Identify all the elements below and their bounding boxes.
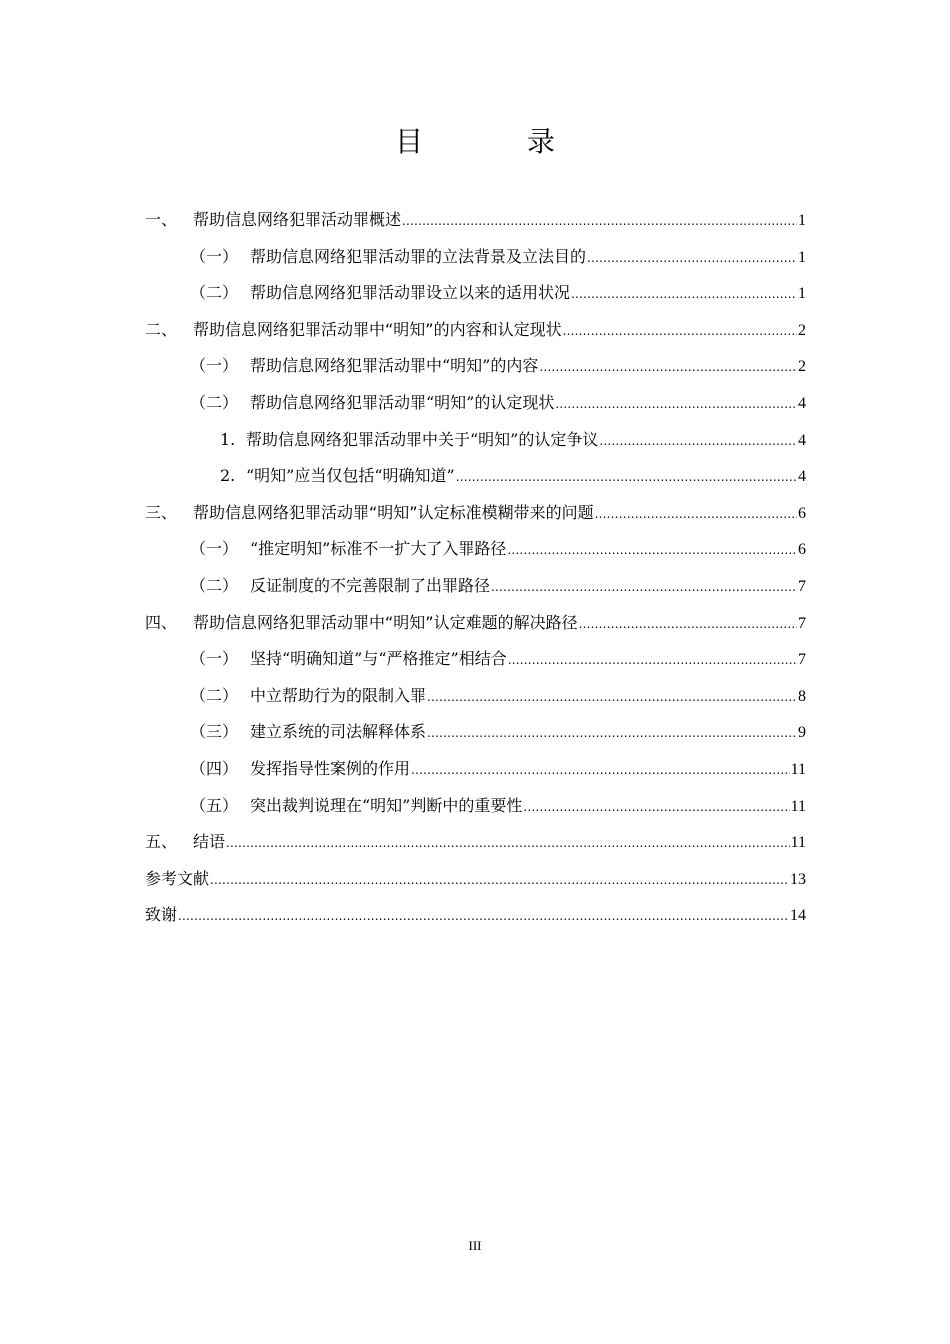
toc-entry-number: 五、	[145, 832, 178, 852]
toc-entry-page: 13	[790, 870, 806, 888]
dot-leader	[210, 862, 789, 899]
toc-entry[interactable]	[145, 348, 806, 385]
toc-entry-page: 8	[798, 687, 806, 705]
dot-leader	[411, 752, 790, 789]
dot-leader	[595, 496, 797, 533]
dot-leader	[226, 825, 790, 862]
toc-entry[interactable]	[145, 458, 806, 495]
toc-entry-page: 11	[790, 834, 806, 852]
toc-entry[interactable]	[145, 751, 806, 788]
toc-entry[interactable]	[145, 605, 806, 642]
toc-entry-label: 帮助信息网络犯罪活动罪设立以来的适用状况	[250, 283, 571, 303]
toc-entry[interactable]	[145, 897, 806, 934]
toc-entry-page: 4	[798, 394, 806, 412]
toc-entry[interactable]	[145, 202, 806, 239]
toc-entry-page: 1	[798, 285, 806, 303]
dot-leader	[571, 276, 797, 313]
toc-entry-number: 1.	[220, 429, 236, 449]
toc-entry-page: 7	[798, 651, 806, 669]
toc-entry-number: （一）	[190, 356, 239, 376]
dot-leader	[523, 789, 789, 826]
dot-leader	[555, 386, 797, 423]
toc-entry-page: 4	[798, 468, 806, 486]
toc-entry-page: 6	[798, 541, 806, 559]
dot-leader	[507, 532, 797, 569]
toc-entry[interactable]	[145, 714, 806, 751]
toc-entry[interactable]	[145, 239, 806, 276]
toc-entry-label: “明知”应当仅包括“明确知道”	[246, 466, 455, 486]
toc-entry-page: 14	[790, 907, 806, 925]
toc-entry-label: “推定明知”标准不一扩大了入罪路径	[250, 539, 507, 559]
toc-entry-label: 突出裁判说理在“明知”判断中的重要性	[250, 795, 523, 815]
toc-entry-label: 帮助信息网络犯罪活动罪中“明知”的内容	[250, 356, 539, 376]
toc-entry-page: 6	[798, 504, 806, 522]
dot-leader	[491, 569, 797, 606]
toc-entry-label: 反证制度的不完善限制了出罪路径	[250, 575, 491, 595]
toc-entry[interactable]	[145, 568, 806, 605]
toc-entry-label: 帮助信息网络犯罪活动罪概述	[193, 210, 402, 229]
toc-entry-label: 建立系统的司法解释体系	[250, 722, 427, 742]
toc-entry-number: （四）	[190, 758, 239, 778]
toc-entry[interactable]	[145, 385, 806, 422]
toc-entry-number: 四、	[145, 612, 178, 632]
toc-entry-number: 一、	[145, 210, 178, 229]
dot-leader	[587, 240, 797, 277]
toc-entry-number: （二）	[190, 575, 239, 595]
dot-leader	[456, 459, 797, 496]
toc-entry-page: 11	[790, 797, 806, 815]
dot-leader	[539, 349, 797, 386]
toc-entry[interactable]	[145, 824, 806, 861]
toc-entry-label: 帮助信息网络犯罪活动罪中关于“明知”的认定争议	[246, 429, 599, 449]
toc-entry-label: 致谢	[145, 905, 178, 925]
toc-entry[interactable]	[145, 531, 806, 568]
toc-entry-label: 中立帮助行为的限制入罪	[250, 685, 427, 705]
toc-entry-label: 参考文献	[145, 868, 210, 888]
toc-entry-page: 2	[798, 321, 806, 339]
toc-entry[interactable]	[145, 495, 806, 532]
toc-entry-page: 9	[798, 724, 806, 742]
toc-entry-number: （一）	[190, 649, 239, 669]
toc-entry-label: 帮助信息网络犯罪活动罪“明知”的认定现状	[250, 392, 555, 412]
dot-leader	[427, 679, 797, 716]
page-title: 目 录	[394, 125, 593, 158]
toc-entry-page: 7	[798, 614, 806, 632]
dot-leader	[508, 642, 797, 679]
dot-leader	[579, 606, 797, 643]
toc-entry-label: 发挥指导性案例的作用	[250, 758, 411, 778]
toc-entry-number: （五）	[190, 795, 239, 815]
toc-entry-number: （一）	[190, 246, 239, 266]
toc-entry-page: 1	[798, 212, 806, 229]
toc-entry[interactable]	[145, 861, 806, 898]
toc-entry[interactable]	[145, 275, 806, 312]
toc-entry-label: 坚持“明确知道”与“严格推定”相结合	[250, 649, 507, 669]
dot-leader	[178, 898, 789, 935]
table-of-contents	[145, 202, 806, 934]
toc-entry[interactable]	[145, 312, 806, 349]
toc-entry-label: 结语	[193, 832, 226, 852]
dot-leader	[402, 203, 797, 240]
dot-leader	[427, 715, 797, 752]
toc-entry-label: 帮助信息网络犯罪活动罪“明知”认定标准模糊带来的问题	[193, 502, 594, 522]
toc-entry-number: （二）	[190, 392, 239, 412]
dot-leader	[563, 313, 797, 350]
toc-entry[interactable]	[145, 678, 806, 715]
toc-entry-page: 7	[798, 577, 806, 595]
page-footer-number: III	[468, 1238, 482, 1253]
toc-entry-page: 4	[798, 431, 806, 449]
toc-entry-number: 二、	[145, 319, 178, 339]
toc-entry-number: 2.	[220, 466, 236, 486]
toc-entry[interactable]	[145, 788, 806, 825]
toc-entry-page: 1	[798, 248, 806, 266]
toc-entry-number: 三、	[145, 502, 178, 522]
toc-entry-label: 帮助信息网络犯罪活动罪中“明知”的内容和认定现状	[193, 319, 562, 339]
toc-entry-number: （三）	[190, 722, 239, 742]
toc-entry[interactable]	[145, 422, 806, 459]
dot-leader	[599, 423, 797, 460]
toc-entry[interactable]	[145, 641, 806, 678]
toc-entry-number: （二）	[190, 283, 239, 303]
toc-entry-label: 帮助信息网络犯罪活动罪的立法背景及立法目的	[250, 246, 587, 266]
toc-entry-label: 帮助信息网络犯罪活动罪中“明知”认定难题的解决路径	[193, 612, 578, 632]
toc-entry-page: 2	[798, 358, 806, 376]
toc-entry-number: （二）	[190, 685, 239, 705]
toc-entry-number: （一）	[190, 539, 239, 559]
toc-entry-page: 11	[790, 760, 806, 778]
